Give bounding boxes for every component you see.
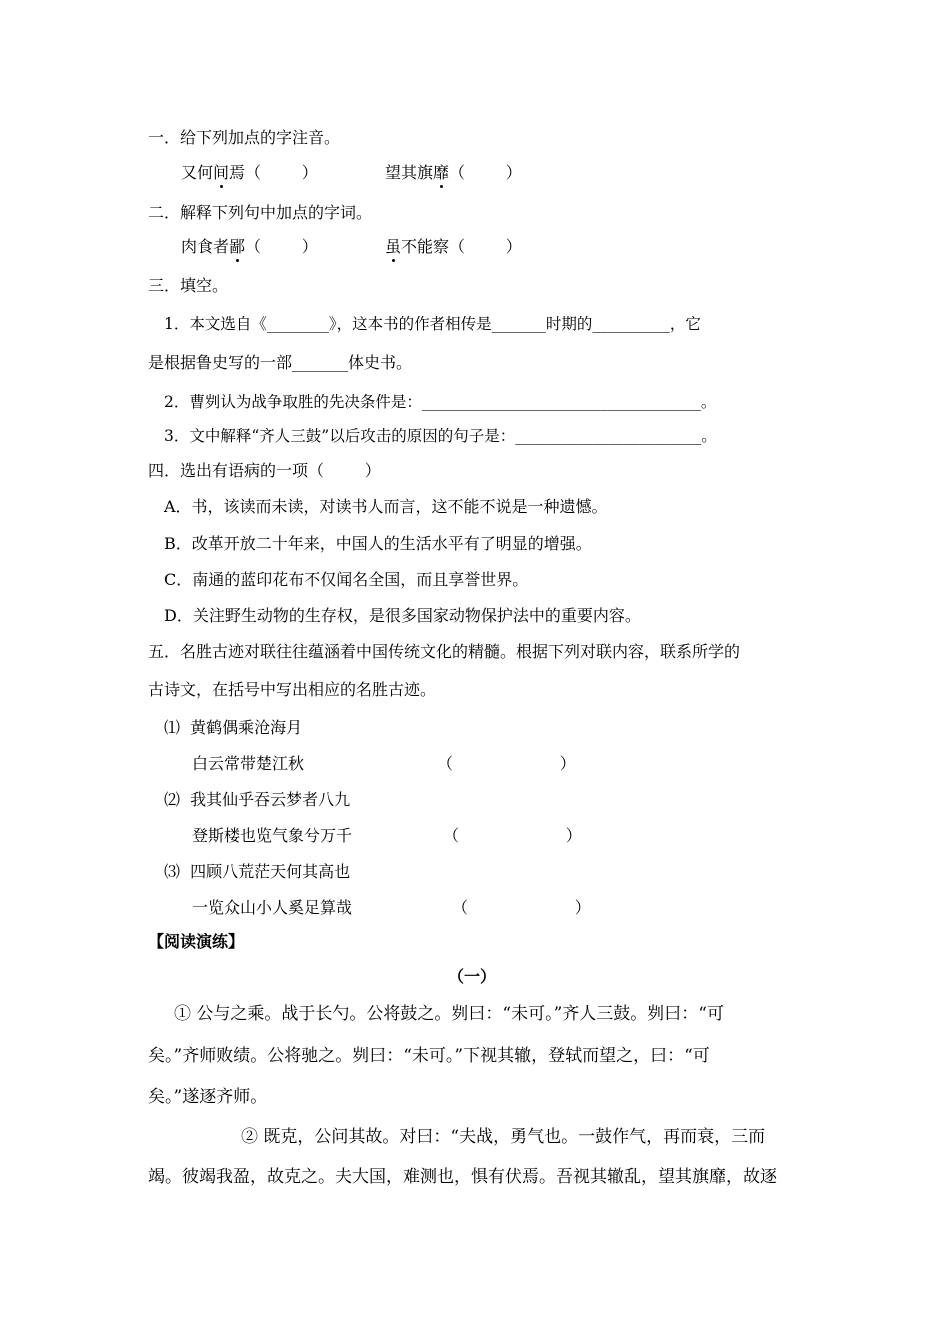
- q1-item2-post: （ ）: [449, 163, 522, 182]
- couplet3-line1: ⑶ 四顾八荒茫天何其高也: [164, 862, 351, 881]
- passage-p1-line3: 矣。”遂逐齐师。: [148, 1087, 268, 1107]
- q4-title: 四．选出有语病的一项（ ）: [148, 461, 381, 480]
- q1-item1-post: 焉（ ）: [229, 163, 318, 182]
- couplet1-line2: 白云常带楚江秋: [192, 754, 305, 773]
- q1-item2-dotted-char: 靡: [433, 163, 450, 182]
- passage-p2-line1: ② 既克，公问其故。对曰：“夫战，勇气也。一鼓作气，再而衰，三而: [241, 1127, 766, 1147]
- q5-title-line1: 五．名胜古迹对联往往蕴涵着中国传统文化的精髓。根据下列对联内容，联系所学的: [148, 642, 741, 661]
- passage-p1-line2: 矣。”齐师败绩。公将驰之。刿曰：“未可。”下视其辙，登轼而望之，曰：“可: [148, 1046, 710, 1066]
- q5-title-line2: 古诗文，在括号中写出相应的名胜古迹。: [148, 680, 437, 699]
- q2-item2: [385, 237, 522, 257]
- q2-item1-pre: 肉食者: [181, 237, 230, 256]
- passage-p1-line1: ① 公与之乘。战于长勺。公将鼓之。刿曰：“未可。”齐人三鼓。刿曰：“可: [174, 1004, 724, 1024]
- couplet3-answer: （ ）: [452, 898, 591, 917]
- q1-item1-pre: 又何: [181, 163, 214, 182]
- q1-item1: [181, 163, 318, 183]
- q2-item1-dotted-char: 鄙: [229, 237, 246, 256]
- q1-item2-pre: 望其旗: [385, 163, 434, 182]
- couplet3-line2: 一览众山小人奚足算哉: [192, 898, 353, 917]
- q3-line1: 1．本文选自《________》，这本书的作者相传是_______时期的__________，它: [164, 315, 701, 333]
- q4-option-d: D．关注野生动物的生存权，是很多国家动物保护法中的重要内容。: [164, 606, 641, 625]
- q3-title: 三．填空。: [148, 276, 229, 295]
- passage-p2-line2: 竭。彼竭我盈，故克之。夫大国，难测也，惧有伏焉。吾视其辙乱，望其旗靡，故逐: [148, 1167, 777, 1187]
- q3-line3: 2．曹刿认为战争取胜的先决条件是：____________________________________。: [164, 393, 717, 411]
- q4-option-b: B．改革开放二十年来，中国人的生活水平有了明显的增强。: [164, 534, 592, 553]
- couplet2-line2: 登斯楼也览气象兮万千: [192, 826, 353, 845]
- q2-title: 二．解释下列句中加点的字词。: [148, 203, 373, 222]
- q1-item1-dotted-char: 间: [213, 163, 230, 182]
- couplet1-answer: （ ）: [437, 754, 576, 773]
- q4-option-c: C．南通的蓝印花布不仅闻名全国，而且享誉世界。: [164, 570, 529, 589]
- q1-item2: [385, 163, 522, 183]
- q2-item2-dotted-char: 虽: [385, 237, 402, 256]
- q2-item2-post: 不能察（ ）: [401, 237, 522, 256]
- q2-item1-post: （ ）: [245, 237, 318, 256]
- q1-title: 一．给下列加点的字注音。: [148, 128, 341, 147]
- q3-line2: 是根据鲁史写的一部_______体史书。: [148, 353, 413, 372]
- q2-item1: [181, 237, 318, 257]
- q4-option-a: A．书，该读而未读，对读书人而言，这不能不说是一种遗憾。: [164, 497, 608, 516]
- couplet2-line1: ⑵ 我其仙乎吞云梦者八九: [164, 790, 351, 809]
- couplet1-line1: ⑴ 黄鹤偶乘沧海月: [164, 718, 303, 737]
- reading-section-title: 【阅读演练】: [148, 932, 245, 951]
- reading-part-heading: （一）: [448, 967, 497, 986]
- q3-line4: 3．文中解释“齐人三鼓”以后攻击的原因的句子是：________________________。: [164, 427, 717, 445]
- couplet2-answer: （ ）: [443, 826, 582, 845]
